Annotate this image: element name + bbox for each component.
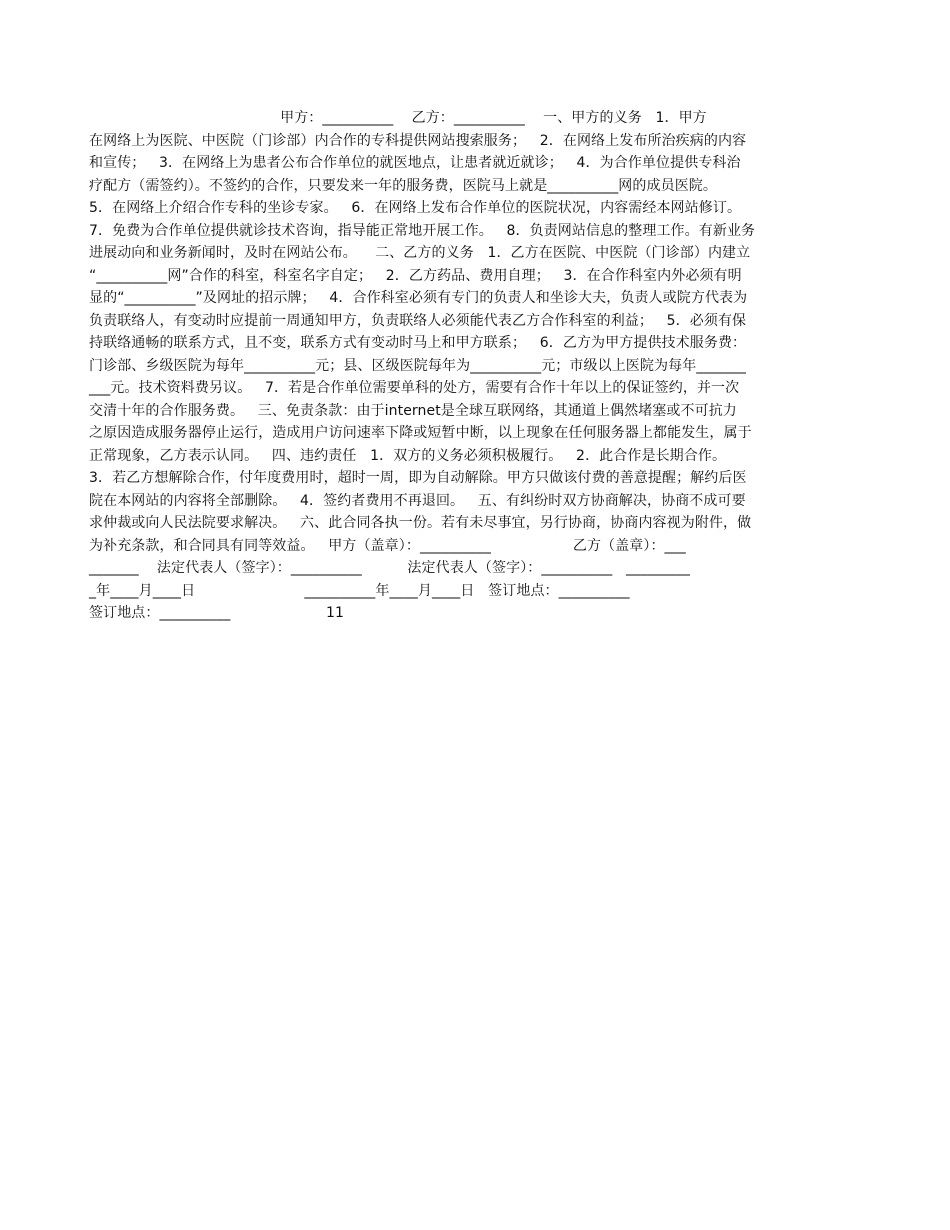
text-line: 院在本网站的内容将全部删除。 4．签约者费用不再退回。 五、有纠纷时双方协商解决，协商不成可要: [89, 493, 746, 509]
text-line: 交清十年的合作服务费。 三、免责条款：由于internet是全球互联网络，其通道上偶然堵塞或不可抗力: [89, 403, 737, 419]
text-line: 负责联络人，有变动时应提前一周通知甲方，负责联络人必须能代表乙方合作科室的利益； 5．必须有保: [89, 313, 747, 329]
text-line: 在网络上为医院、中医院（门诊部）内合作的专科提供网站搜索服务； 2．在网络上发布所治疾病的内容: [89, 133, 747, 149]
text-line: 求仲裁或向人民法院要求解决。 六、此合同各执一份。若有未尽事宜，另行协商，协商内容视为附件，做: [89, 515, 752, 531]
text-line: 进展动向和业务新闻时，及时在网站公布。 二、乙方的义务 1．乙方在医院、中医院（门诊部）内建立: [89, 245, 751, 261]
text-line: 和宣传； 3．在网络上为患者公布合作单位的就医地点，让患者就近就诊； 4．为合作单位提供专科治: [89, 155, 741, 171]
text-line: 持联络通畅的联系方式，且不变，联系方式有变动时马上和甲方联系； 6．乙方为甲方提供技术服务费：: [89, 335, 747, 351]
text-line: 疗配方（需签约）。不签约的合作，只要发来一年的服务费，医院马上就是__________网的成员医院。: [89, 178, 717, 194]
text-line: 显的“__________”及网址的招示牌； 4．合作科室必须有专门的负责人和坐诊大夫，负责人或院方代表为: [89, 290, 748, 306]
text-line: 正常现象，乙方表示认同。 四、违约责任 1．双方的义务必须积极履行。 2．此合作是长期合作。: [89, 448, 727, 464]
text-line: 7．免费为合作单位提供就诊技术咨询，指导能正常地开展工作。 8．负责网站信息的整理工作。有新业务: [89, 223, 756, 239]
date-line: _年____月____日 __________年____月____日 签订地点：__________: [89, 583, 630, 599]
text-line: 门诊部、乡级医院为每年__________元；县、区级医院每年为__________元；市级以上医院为每年_______: [89, 358, 746, 374]
text-line: 甲方：__________ 乙方：__________ 一、甲方的义务 1．甲方: [89, 110, 707, 126]
signature-line: _______ 法定代表人（签字）：__________ 法定代表人（签字）：__________ _________: [89, 560, 690, 576]
text-line: 3．若乙方想解除合作，付年度费用时，超时一周，即为自动解除。甲方只做该付费的善意提醒；解约后医: [89, 470, 747, 486]
text-line: “__________网”合作的科室，科室名字自定； 2．乙方药品、费用自理； 3．在合作科室内外必须有明: [89, 268, 742, 284]
text-line: 5．在网络上介绍合作专科的坐诊专家。 6．在网络上发布合作单位的医院状况，内容需经本网站修订。: [89, 200, 742, 216]
text-line: ___元。技术资料费另议。 7．若是合作单位需要单科的处方，需要有合作十年以上的保证签约，并一次: [89, 380, 740, 396]
signing-place-line: 签订地点：__________ 11: [89, 605, 345, 621]
signature-line: 为补充条款，和合同具有同等效益。 甲方（盖章）：__________ 乙方（盖章）：___: [89, 538, 686, 554]
text-line: 之原因造成服务器停止运行，造成用户访问速率下降或短暂中断，以上现象在任何服务器上都能发生，属于: [89, 425, 752, 441]
